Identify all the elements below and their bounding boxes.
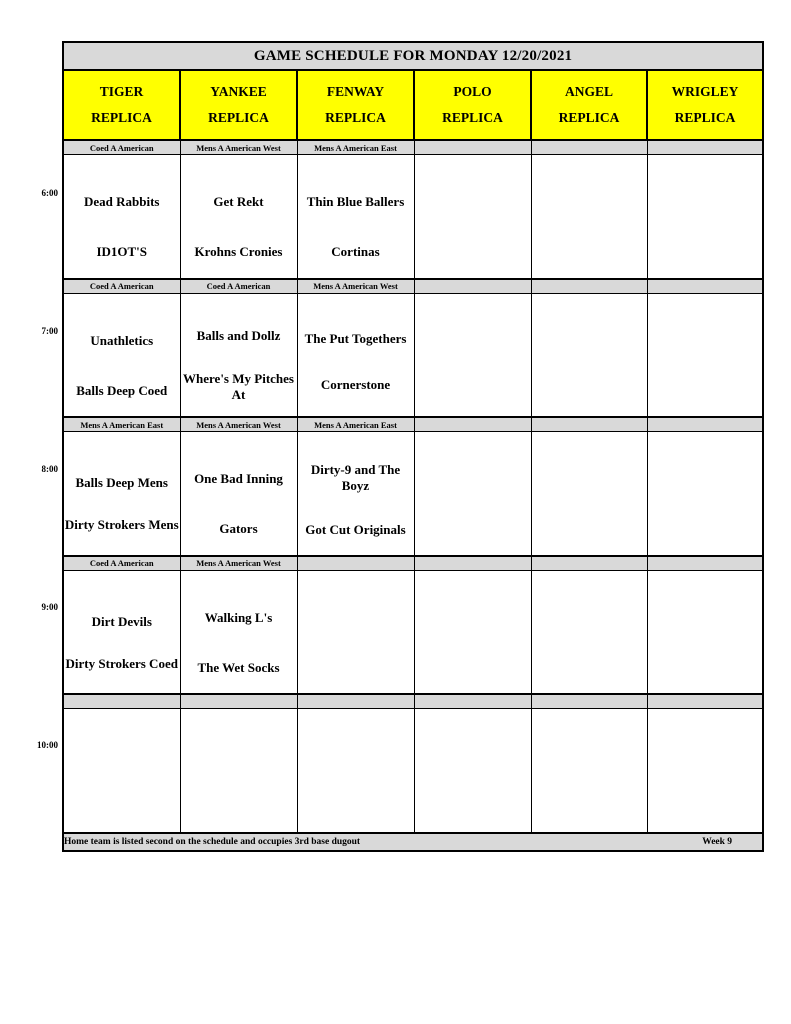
game-cell[interactable]	[180, 293, 297, 417]
time-label-3: 8:00	[41, 464, 58, 474]
field-header-row	[63, 70, 763, 140]
game-cell[interactable]	[531, 432, 647, 556]
division-label: Mens A American East	[297, 140, 414, 155]
division-label: Mens A American East	[63, 417, 180, 432]
game-cell[interactable]	[647, 155, 763, 279]
game-cell[interactable]	[531, 293, 647, 417]
division-label	[414, 417, 531, 432]
home-team: Gators	[219, 521, 258, 537]
footer-week: Week 9	[702, 836, 733, 847]
division-label: Mens A American West	[180, 556, 297, 571]
field-header-polo	[414, 70, 531, 140]
game-cell[interactable]	[414, 709, 531, 833]
division-row-slot5	[63, 694, 763, 709]
footer-note: Home team is listed second on the schedule and occupies 3rd base dugout	[64, 836, 361, 847]
field-header-wrigley	[647, 70, 763, 140]
field-name-line2: REPLICA	[674, 110, 736, 125]
game-cell[interactable]	[63, 709, 180, 833]
division-label: Coed A American	[63, 556, 180, 571]
away-team: Unathletics	[90, 332, 154, 348]
home-team: The Wet Socks	[197, 659, 280, 675]
field-name-line1: WRIGLEY	[671, 84, 739, 100]
field-name-line1: FENWAY	[326, 84, 385, 100]
game-row-slot1	[63, 155, 763, 279]
division-label	[297, 556, 414, 571]
home-team: Cortinas	[331, 244, 380, 260]
away-team: Dirt Devils	[91, 613, 152, 629]
game-cell[interactable]	[531, 570, 647, 694]
division-row-slot3	[63, 417, 763, 432]
title-row	[63, 42, 763, 70]
game-row-slot4	[63, 570, 763, 694]
field-header-fenway	[297, 70, 414, 140]
away-team: One Bad Inning	[194, 471, 283, 486]
game-cell[interactable]	[63, 432, 180, 556]
division-row-slot1	[63, 140, 763, 155]
division-label	[414, 140, 531, 155]
division-label	[180, 694, 297, 709]
field-name-line2: REPLICA	[558, 110, 620, 125]
game-cell[interactable]	[297, 432, 414, 556]
division-label	[647, 140, 763, 155]
home-team: Cornerstone	[320, 376, 391, 392]
field-name-line1: YANKEE	[210, 84, 267, 100]
home-team: Got Cut Originals	[305, 522, 406, 538]
field-header-tiger	[63, 70, 180, 140]
division-label	[414, 556, 531, 571]
field-name-line1: TIGER	[99, 84, 144, 100]
division-label: Mens A American West	[297, 279, 414, 294]
division-label	[531, 279, 647, 294]
division-label: Mens A American West	[180, 417, 297, 432]
schedule-table	[62, 41, 764, 852]
division-label	[647, 694, 763, 709]
division-label: Coed A American	[63, 279, 180, 294]
away-team: Balls Deep Mens	[75, 475, 168, 490]
division-label	[531, 556, 647, 571]
division-label	[297, 694, 414, 709]
division-label	[647, 279, 763, 294]
schedule-sheet	[37, 41, 762, 852]
division-label	[414, 694, 531, 709]
game-row-slot2	[63, 293, 763, 417]
field-name-line2: REPLICA	[442, 110, 503, 125]
home-team: Krohns Cronies	[194, 244, 283, 260]
field-name-line1: POLO	[453, 84, 492, 100]
game-cell[interactable]	[414, 293, 531, 417]
game-row-slot5	[63, 709, 763, 833]
away-team: Thin Blue Ballers	[306, 194, 405, 209]
division-row-slot4	[63, 556, 763, 571]
field-header-yankee	[180, 70, 297, 140]
division-label	[647, 417, 763, 432]
game-cell[interactable]	[531, 709, 647, 833]
game-cell[interactable]	[647, 709, 763, 833]
division-label: Coed A American	[63, 140, 180, 155]
game-cell[interactable]	[180, 709, 297, 833]
home-team: Balls Deep Coed	[76, 382, 168, 398]
game-cell[interactable]	[531, 155, 647, 279]
home-team: ID1OT'S	[96, 244, 148, 260]
division-label	[531, 140, 647, 155]
division-label	[63, 694, 180, 709]
game-cell[interactable]	[647, 293, 763, 417]
away-team: Get Rekt	[213, 194, 264, 209]
time-label-2: 7:00	[41, 326, 58, 336]
game-cell[interactable]	[297, 709, 414, 833]
game-row-slot3	[63, 432, 763, 556]
game-cell[interactable]	[63, 570, 180, 694]
field-name-line2: REPLICA	[325, 110, 386, 125]
division-label	[531, 417, 647, 432]
game-cell[interactable]	[180, 155, 297, 279]
division-label	[414, 279, 531, 294]
time-label-1: 6:00	[41, 188, 58, 198]
game-cell[interactable]	[180, 432, 297, 556]
game-cell[interactable]	[414, 155, 531, 279]
field-name-line2: REPLICA	[91, 110, 152, 125]
home-team: Dirty Strokers Mens	[64, 517, 179, 533]
division-label	[531, 694, 647, 709]
division-label	[647, 556, 763, 571]
field-name-line1: ANGEL	[564, 84, 613, 100]
division-row-slot2	[63, 279, 763, 294]
footer	[63, 833, 763, 851]
division-label: Coed A American	[180, 279, 297, 294]
away-team: Dead Rabbits	[84, 194, 160, 209]
time-label-4: 9:00	[41, 602, 58, 612]
field-header-angel	[531, 70, 647, 140]
division-label: Mens A American East	[297, 417, 414, 432]
game-cell[interactable]	[414, 432, 531, 556]
game-cell[interactable]	[63, 155, 180, 279]
field-name-line2: REPLICA	[208, 110, 269, 125]
game-cell[interactable]	[414, 570, 531, 694]
away-team: Walking L's	[204, 609, 273, 625]
away-team: Balls and Dollz	[196, 328, 281, 344]
game-cell[interactable]	[297, 570, 414, 694]
game-cell[interactable]	[647, 432, 763, 556]
page-title: GAME SCHEDULE FOR MONDAY 12/20/2021	[63, 42, 763, 70]
game-cell[interactable]	[297, 155, 414, 279]
away-team: Dirty-9 and The Boyz	[310, 461, 401, 494]
away-team: The Put Togethers	[304, 330, 407, 346]
game-cell[interactable]	[297, 293, 414, 417]
time-label-5: 10:00	[37, 740, 58, 750]
game-cell[interactable]	[647, 570, 763, 694]
game-cell[interactable]	[180, 570, 297, 694]
home-team: Where's My Pitches At	[183, 370, 294, 402]
division-label: Mens A American West	[180, 140, 297, 155]
footer-row	[63, 833, 763, 851]
home-team: Dirty Strokers Coed	[65, 655, 178, 671]
game-cell[interactable]	[63, 293, 180, 417]
